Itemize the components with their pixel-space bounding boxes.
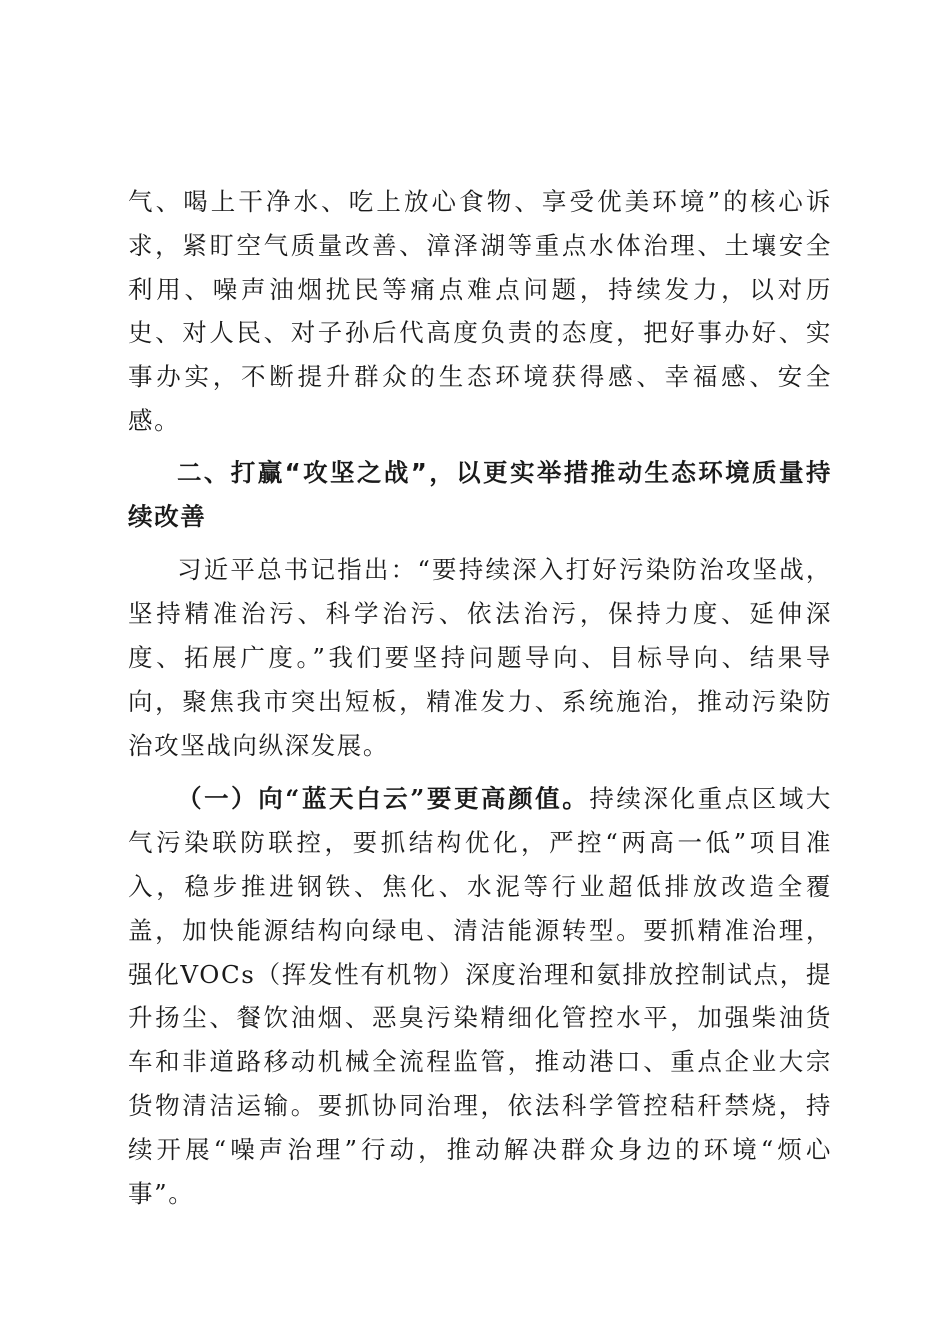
paragraph-blue-sky xyxy=(128,777,832,1215)
paragraph-lead-bold: （一）向“蓝天白云”要更高颜值。 xyxy=(177,784,590,814)
paragraph-continuation: 气、喝上干净水、吃上放心食物、享受优美环境”的核心诉求，紧盯空气质量改善、漳泽湖等重点水体治理、土壤安全利用、噪声油烟扰民等痛点难点问题，持续发力，以对历史、对人民、对子孙后代高度负责的态度，把好事办好、实事办实，不断提升群众的生态环境获得感、幸福感、安全感。 xyxy=(128,187,832,435)
paragraph-quote: 习近平总书记指出：“要持续深入打好污染防治攻坚战，坚持精准治污、科学治污、依法治污，保持力度、延伸深度、拓展广度。”我们要坚持问题导向、目标导向、结果导向，聚焦我市突出短板，精准发力、系统施治，推动污染防治攻坚战向纵深发展。 xyxy=(128,555,832,760)
paragraph-body-text: 持续深化重点区域大气污染联防联控，要抓结构优化，严控“两高一低”项目准入，稳步推进钢铁、焦化、水泥等行业超低排放改造全覆盖，加快能源结构向绿电、清洁能源转型。要抓精准治理，强化VOCs（挥发性有机物）深度治理和氨排放控制试点，提升扬尘、餐饮油烟、恶臭污染精细化管控水平，加强柴油货车和非道路移动机械全流程监管，推动港口、重点企业大宗货物清洁运输。要抓协同治理，依法科学管控秸秆禁烧，持续开展“噪声治理”行动，推动解决群众身边的环境“烦心事”。 xyxy=(128,784,832,1208)
section-heading-two: 二、打赢“攻坚之战”，以更实举措推动生态环境质量持续改善 xyxy=(128,457,832,531)
document-body xyxy=(128,180,832,1215)
